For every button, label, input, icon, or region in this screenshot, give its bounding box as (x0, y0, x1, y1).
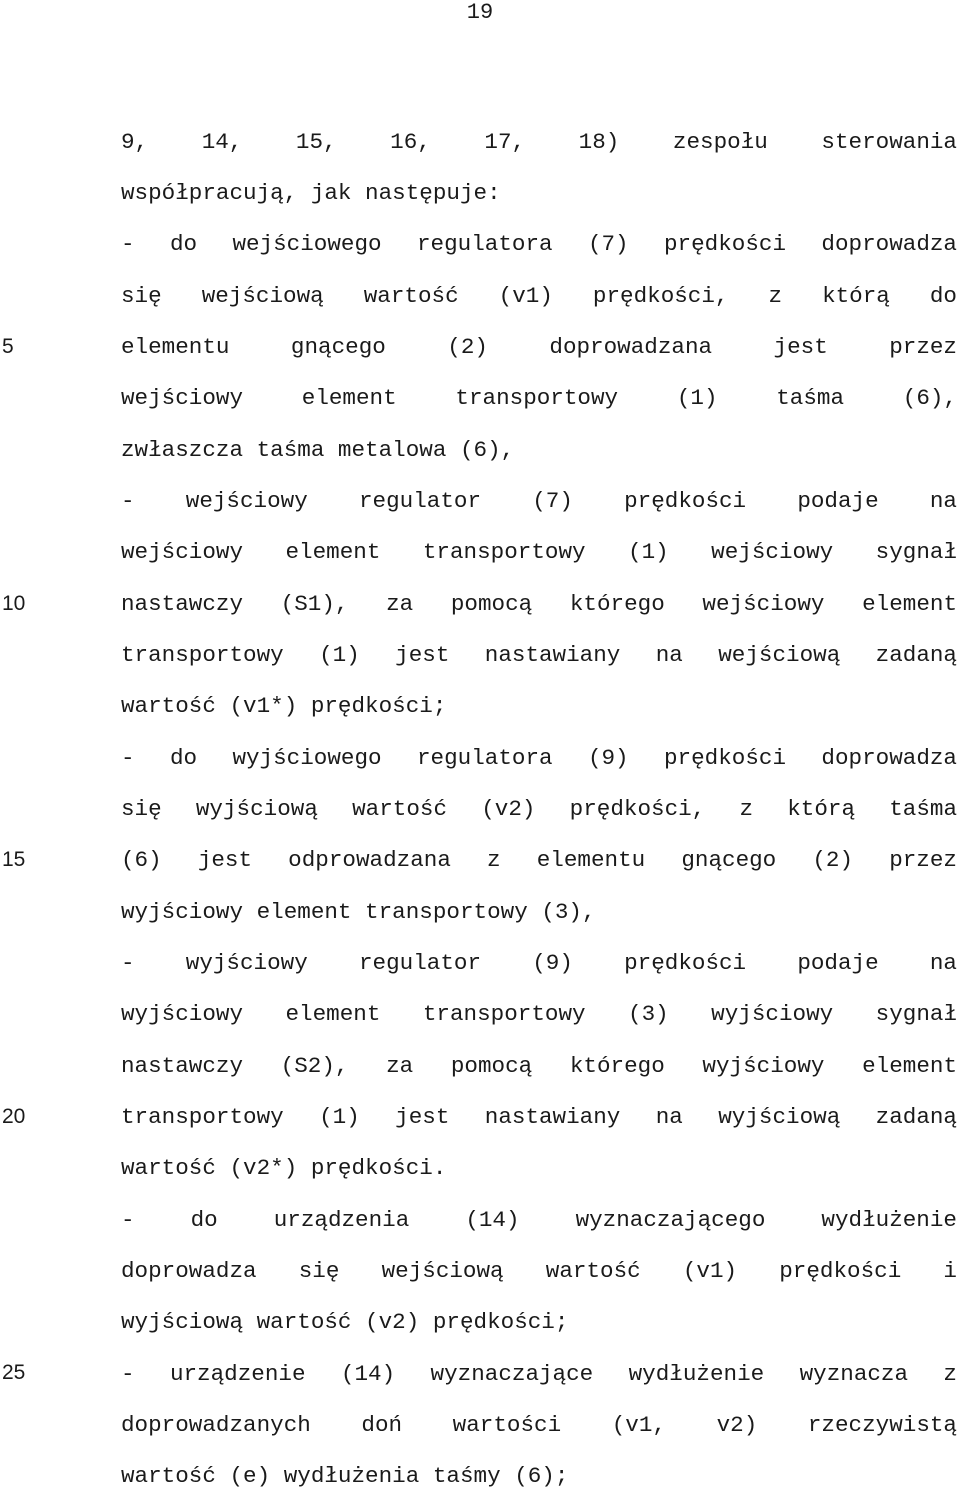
text-line: - do urządzenia (14) wyznaczającego wydłużenie (121, 1207, 957, 1233)
text-line: doprowadzanych doń wartości (v1, v2) rzeczywistą (121, 1412, 957, 1438)
text-line: nastawczy (S1), za pomocą którego wejściowy element (121, 591, 957, 617)
page-number: 19 (466, 0, 494, 25)
text-line: wejściowy element transportowy (1) wejściowy sygnał (121, 539, 957, 565)
text-line: - urządzenie (14) wyznaczające wydłużenie wyznacza z (121, 1361, 957, 1387)
text-line: transportowy (1) jest nastawiany na wejściową zadaną (121, 642, 957, 668)
text-line: elementu gnącego (2) doprowadzana jest przez (121, 334, 957, 360)
text-line: wyjściowy element transportowy (3) wyjściowy sygnał (121, 1001, 957, 1027)
text-line: - do wyjściowego regulatora (9) prędkości doprowadza (121, 745, 957, 771)
text-line: - wejściowy regulator (7) prędkości podaje na (121, 488, 957, 514)
text-line: się wyjściową wartość (v2) prędkości, z którą taśma (121, 796, 957, 822)
text-line: (6) jest odprowadzana z elementu gnącego (2) przez (121, 847, 957, 873)
text-line: wyjściową wartość (v2) prędkości; (121, 1309, 569, 1335)
margin-line-numbers (0, 0, 60, 1491)
text-line: zwłaszcza taśma metalowa (6), (121, 437, 515, 463)
text-line: współpracują, jak następuje: (121, 180, 501, 206)
text-line: - wyjściowy regulator (9) prędkości podaje na (121, 950, 957, 976)
margin-line-number-25: 25 (2, 1361, 26, 1384)
text-line: się wejściową wartość (v1) prędkości, z którą do (121, 283, 957, 309)
margin-line-number-20: 20 (2, 1105, 26, 1128)
text-line: wartość (v1*) prędkości; (121, 693, 447, 719)
margin-line-number-5: 5 (2, 335, 14, 358)
text-line: doprowadza się wejściową wartość (v1) prędkości i (121, 1258, 957, 1284)
text-line: wartość (v2*) prędkości. (121, 1155, 447, 1181)
text-line: wejściowy element transportowy (1) taśma (6), (121, 385, 957, 411)
text-line: wartość (e) wydłużenia taśmy (6); (121, 1463, 569, 1489)
text-line: 9, 14, 15, 16, 17, 18) zespołu sterowania (121, 129, 957, 155)
margin-line-number-15: 15 (2, 848, 26, 871)
text-line: nastawczy (S2), za pomocą którego wyjściowy element (121, 1053, 957, 1079)
text-line: wyjściowy element transportowy (3), (121, 899, 596, 925)
text-line: - do wejściowego regulatora (7) prędkości doprowadza (121, 231, 957, 257)
margin-line-number-10: 10 (2, 592, 26, 615)
text-line: transportowy (1) jest nastawiany na wyjściową zadaną (121, 1104, 957, 1130)
